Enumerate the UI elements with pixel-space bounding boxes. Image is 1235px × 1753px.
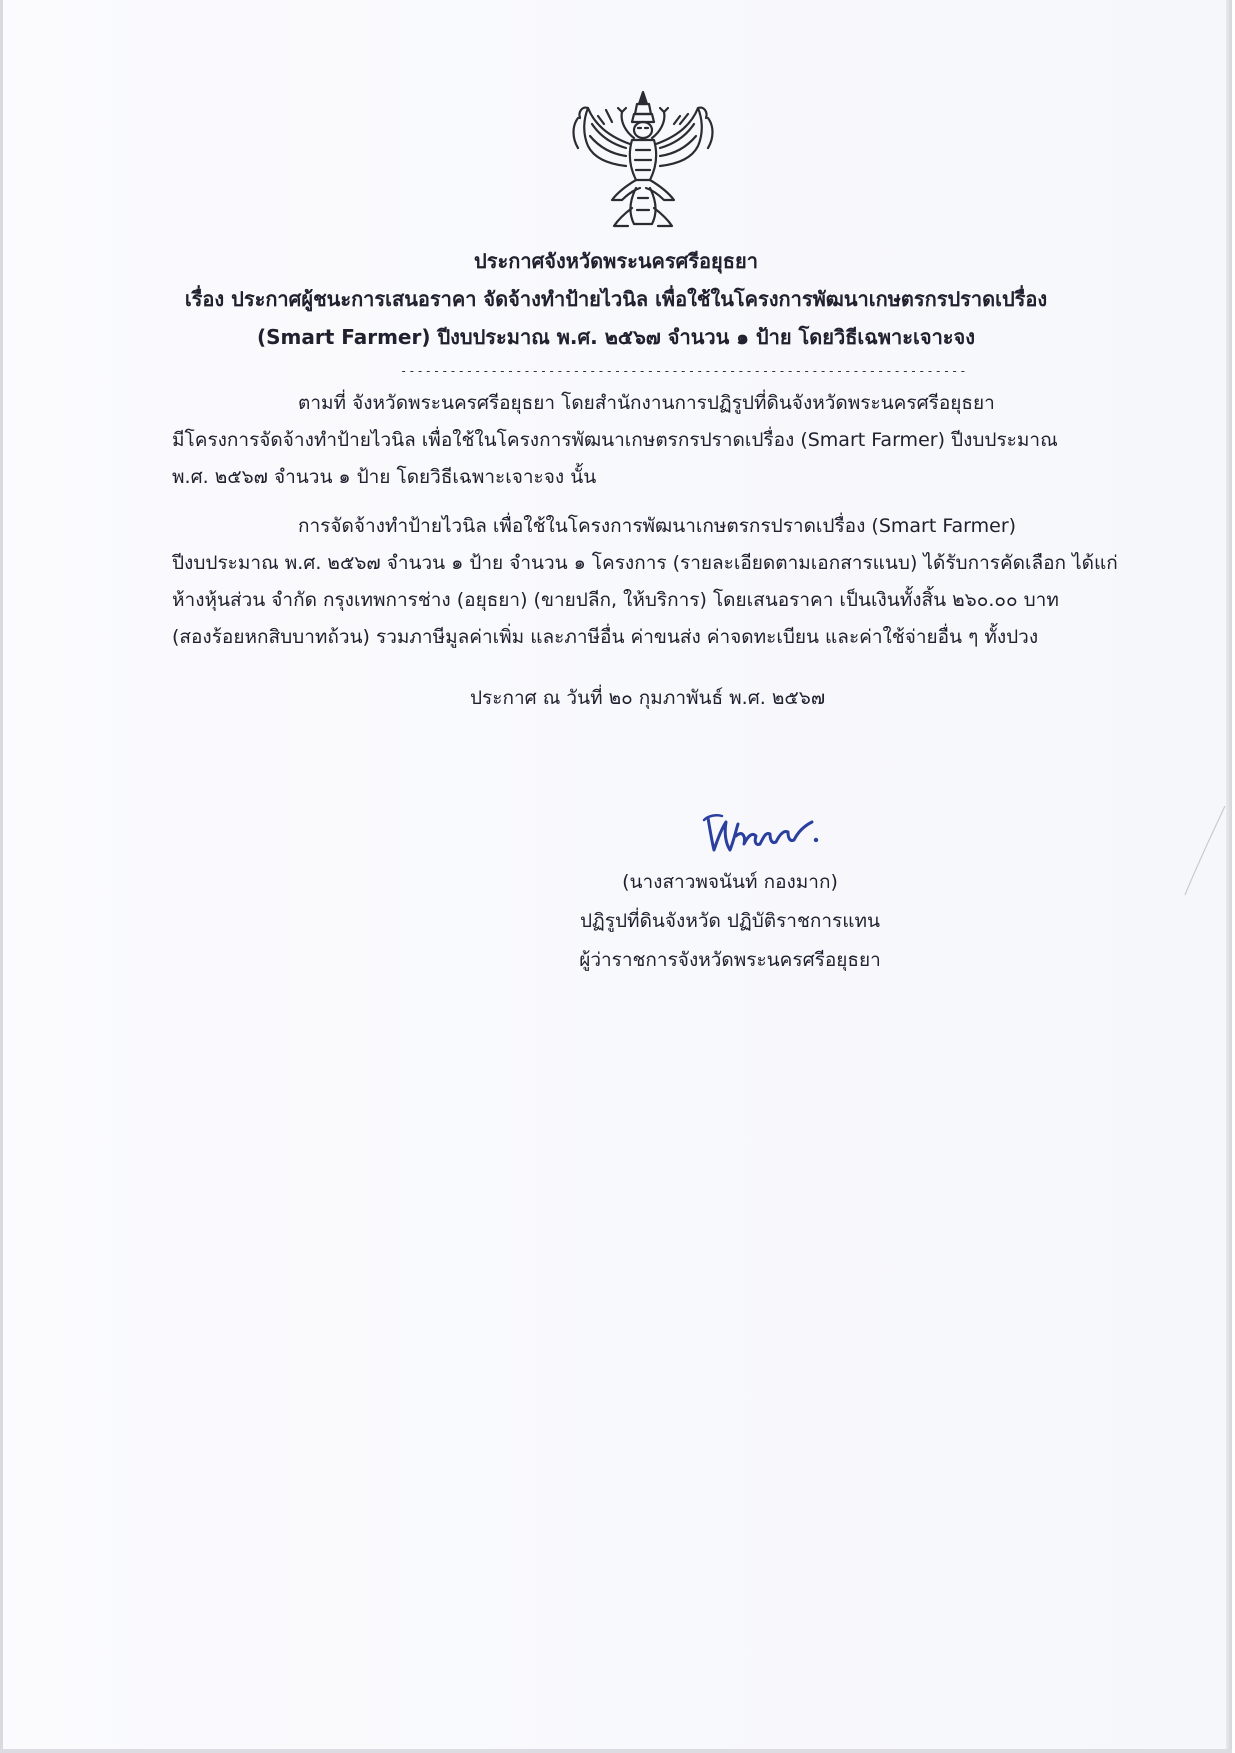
paragraph-2-line-3: ห้างหุ้นส่วน จำกัด กรุงเทพการช่าง (อยุธยา) (ขายปลีก, ให้บริการ) โดยเสนอราคา เป็นเงินทั้งสิ้น ๒๖๐.๐๐ บาท xyxy=(172,589,1059,611)
garuda-emblem-icon xyxy=(568,88,718,230)
handwritten-signature xyxy=(700,800,830,860)
signatory-position-2: ผู้ว่าราชการจังหวัดพระนครศรีอยุธยา xyxy=(579,949,881,971)
signatory-position-1: ปฏิรูปที่ดินจังหวัด ปฏิบัติราชการแทน xyxy=(579,910,881,932)
signatory-name: (นางสาวพจนันท์ กองมาก) xyxy=(622,871,838,893)
title-line-2: เรื่อง ประกาศผู้ชนะการเสนอราคา จัดจ้างทำป้ายไวนิล เพื่อใช้ในโครงการพัฒนาเกษตรกรปราดเปรื่อง xyxy=(184,287,1048,311)
paragraph-1-line-3: พ.ศ. ๒๕๖๗ จำนวน ๑ ป้าย โดยวิธีเฉพาะเจาะจง นั้น xyxy=(172,466,597,488)
announcement-date: ประกาศ ณ วันที่ ๒๐ กุมภาพันธ์ พ.ศ. ๒๕๖๗ xyxy=(470,687,826,709)
paragraph-1-line-1: ตามที่ จังหวัดพระนครศรีอยุธยา โดยสำนักงานการปฏิรูปที่ดินจังหวัดพระนครศรีอยุธยา xyxy=(298,392,995,414)
title-line-1: ประกาศจังหวัดพระนครศรีอยุธยา xyxy=(474,249,758,273)
title-line-3: (Smart Farmer) ปีงบประมาณ พ.ศ. ๒๕๖๗ จำนวน ๑ ป้าย โดยวิธีเฉพาะเจาะจง xyxy=(256,325,976,349)
announcement-title xyxy=(120,242,1112,356)
paragraph-2-line-4: (สองร้อยหกสิบบาทถ้วน) รวมภาษีมูลค่าเพิ่ม และภาษีอื่น ค่าขนส่ง ค่าจดทะเบียน และค่าใช้จ่ายอื่น ๆ ทั้งปวง xyxy=(172,626,1039,648)
paragraph-2-line-1: การจัดจ้างทำป้ายไวนิล เพื่อใช้ในโครงการพัฒนาเกษตรกรปราดเปรื่อง (Smart Farmer) xyxy=(298,515,1017,537)
paragraph-1-line-2: มีโครงการจัดจ้างทำป้ายไวนิล เพื่อใช้ในโครงการพัฒนาเกษตรกรปราดเปรื่อง (Smart Farmer) ปีงบประมาณ xyxy=(172,429,1058,451)
title-divider: --------------------------------------------------------------------- xyxy=(400,364,968,378)
paragraph-2 xyxy=(172,508,1118,656)
paragraph-2-line-2: ปีงบประมาณ พ.ศ. ๒๕๖๗ จำนวน ๑ ป้าย จำนวน ๑ โครงการ (รายละเอียดตามเอกสารแนบ) ได้รับการคัดเลือก ได้แก่ xyxy=(172,552,1118,574)
scan-edge-left xyxy=(0,0,3,1753)
paragraph-1 xyxy=(172,385,1112,496)
scan-edge-bottom xyxy=(0,1749,1232,1753)
paper-fold-mark xyxy=(1175,800,1235,900)
signatory-block xyxy=(520,863,940,980)
